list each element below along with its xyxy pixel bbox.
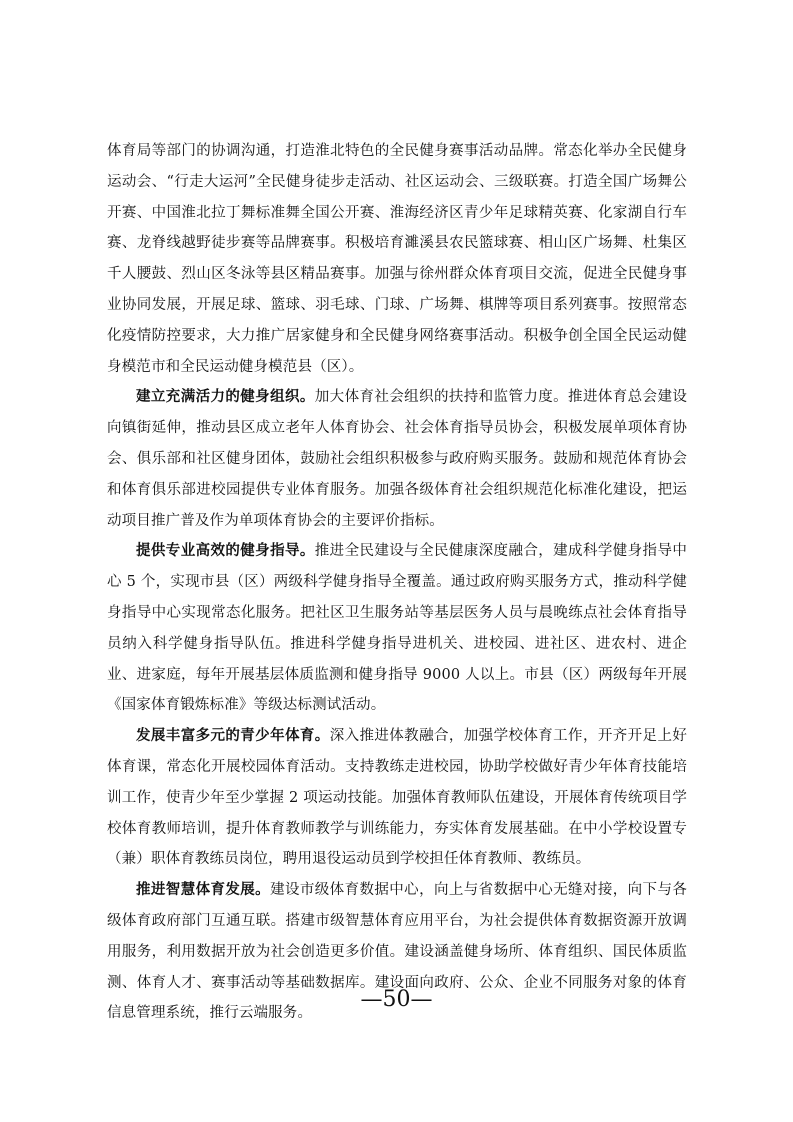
paragraph-fitness-organizations <box>107 382 687 536</box>
page-number: —50— <box>360 987 433 1012</box>
paragraph-text: 加大体育社会组织的扶持和监管力度。推进体育总会建设向镇街延伸，推动县区成立老年人体育协会、社会体育指导员协会，积极发展单项体育协会、俱乐部和社区健身团体，鼓励社会组织积极参与政府购买服务。鼓励和规范体育协会和体育俱乐部进校园提供专业体育服务。加强各级体育社会组织规范化标准化建设，把运动项目推广普及作为单项体育协会的主要评价指标。 <box>107 389 687 529</box>
paragraph-continuation <box>107 136 687 382</box>
paragraph-heading: 推进智慧体育发展。 <box>136 881 271 899</box>
paragraph-text: 深入推进体教融合，加强学校体育工作，开齐开足上好体育课，常态化开展校园体育活动。支持教练走进校园，协助学校做好青少年体育技能培训工作，使青少年至少掌握 2 项运动技能。加强体育教师队伍建设，开展体育传统项目学校体育教师培训，提升体育教师教学与训练能力，夯实体育发展基础。在中小学校设置专（兼）职体育教练员岗位，聘用退役运动员到学校担任体育教师、教练员。 <box>107 728 687 868</box>
document-body <box>107 136 687 1029</box>
paragraph-fitness-guidance <box>107 536 687 721</box>
paragraph-heading: 提供专业高效的健身指导。 <box>136 542 315 560</box>
paragraph-text: 推进全民建设与全民健康深度融合，建成科学健身指导中心 5 个，实现市县（区）两级科学健身指导全覆盖。通过政府购买服务方式，推动科学健身指导中心实现常态化服务。把社区卫生服务站等基层医务人员与晨晚练点社会体育指导员纳入科学健身指导队伍。推进科学健身指导进机关、进校园、进社区、进农村、进企业、进家庭，每年开展基层体质监测和健身指导 9000 人以上。市县（区）两级每年开展《国家体育锻炼标准》等级达标测试活动。 <box>107 543 687 714</box>
paragraph-heading: 建立充满活力的健身组织。 <box>136 388 315 406</box>
paragraph-youth-sports <box>107 721 687 875</box>
paragraph-text: 建设市级体育数据中心，向上与省数据中心无缝对接，向下与各级体育政府部门互通互联。搭建市级智慧体育应用平台，为社会提供体育数据资源开放调用服务，利用数据开放为社会创造更多价值。建设涵盖健身场所、体育组织、国民体质监测、体育人才、赛事活动等基础数据库。建设面向政府、公众、企业不同服务对象的体育信息管理系统，推行云端服务。 <box>107 882 687 1022</box>
paragraph-heading: 发展丰富多元的青少年体育。 <box>136 727 330 745</box>
paragraph-text: 体育局等部门的协调沟通，打造淮北特色的全民健身赛事活动品牌。常态化举办全民健身运动会、“行走大运河”全民健身徒步走活动、社区运动会、三级联赛。打造全国广场舞公开赛、中国淮北拉丁舞标准舞全国公开赛、淮海经济区青少年足球精英赛、化家湖自行车赛、龙脊线越野徒步赛等品牌赛事。积极培育濉溪县农民篮球赛、相山区广场舞、杜集区千人腰鼓、烈山区冬泳等县区精品赛事。加强与徐州群众体育项目交流，促进全民健身事业协同发展，开展足球、篮球、羽毛球、门球、广场舞、棋牌等项目系列赛事。按照常态化疫情防控要求，大力推广居家健身和全民健身网络赛事活动。积极争创全国全民运动健身模范市和全民运动健身模范县（区）。 <box>107 143 687 375</box>
